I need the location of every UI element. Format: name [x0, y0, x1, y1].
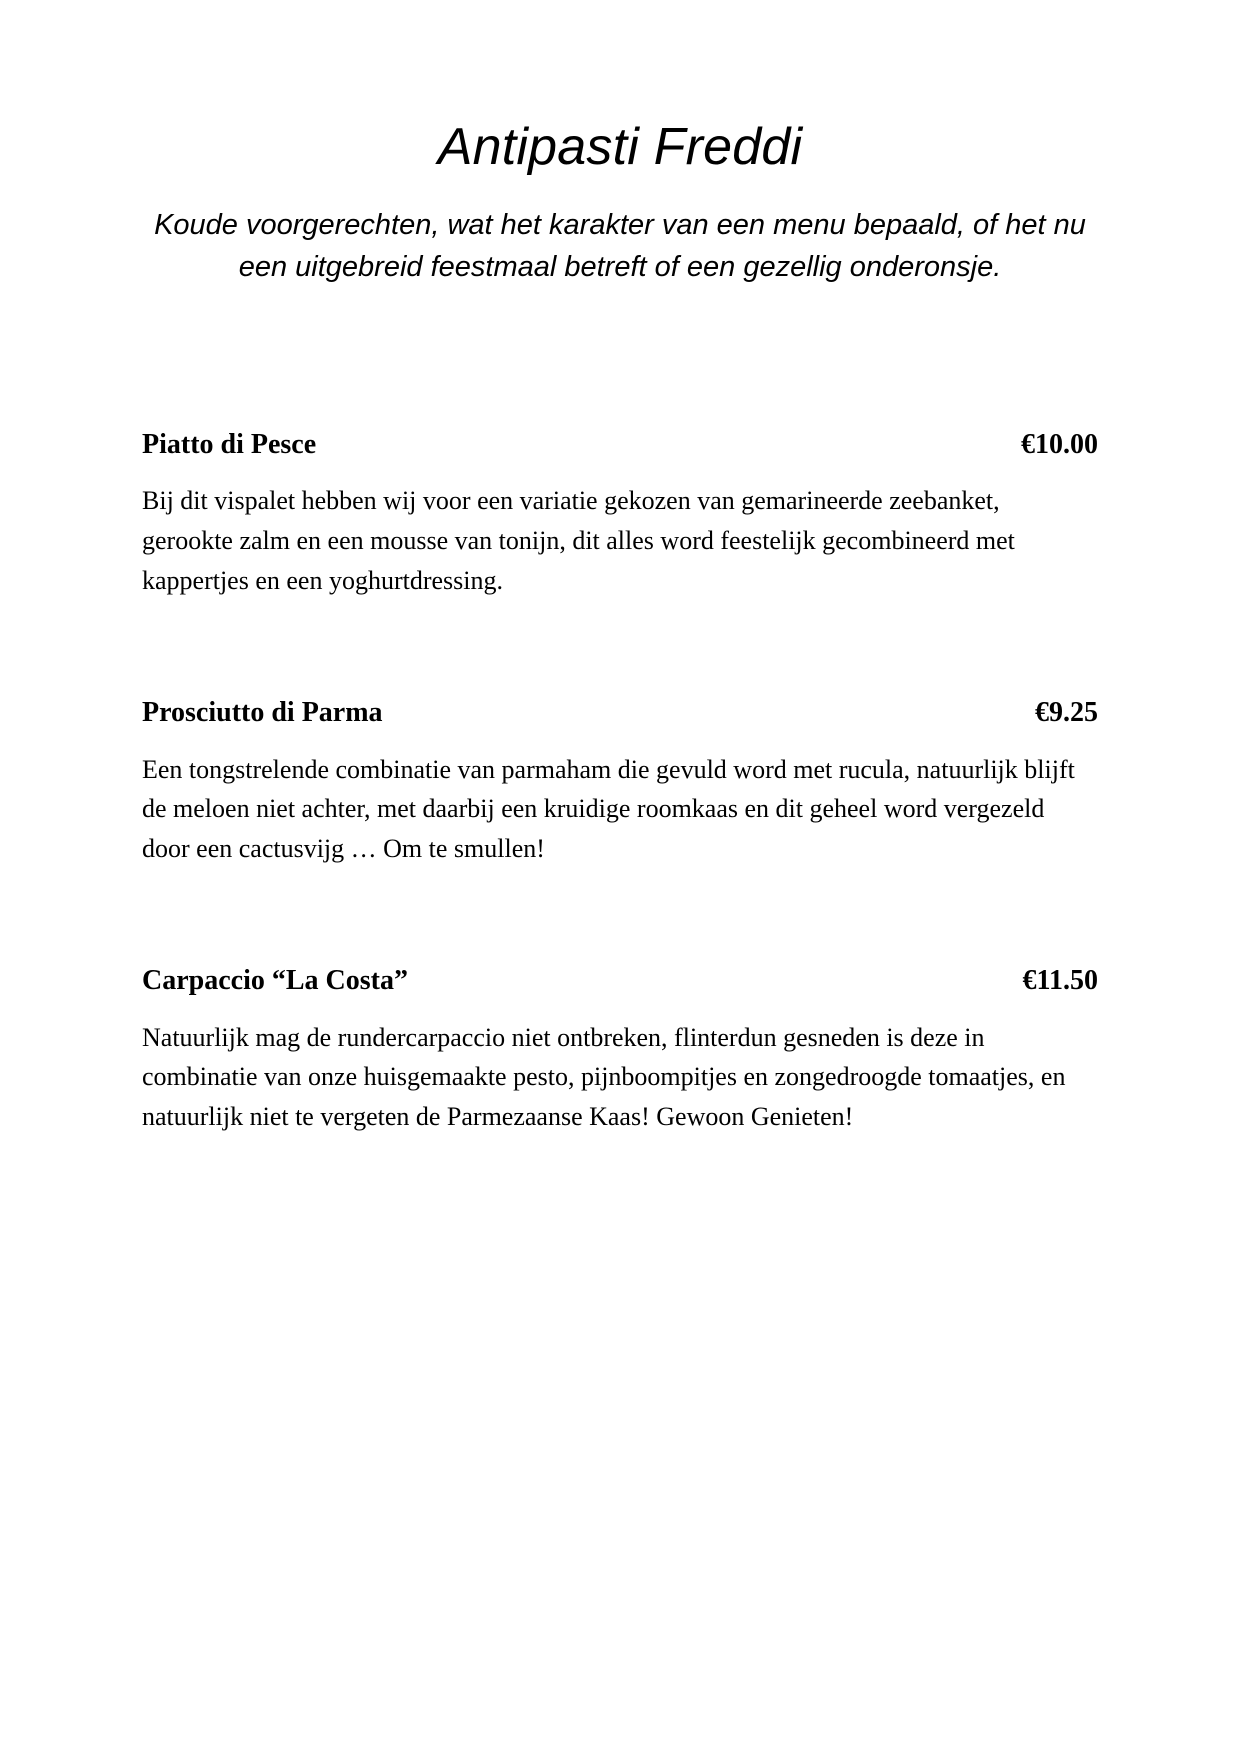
menu-item-description: Een tongstrelende combinatie van parmaham die gevuld word met rucula, natuurlijk blijft de meloen niet achter, met daarbij een kruidige roomkaas en dit geheel word vergezeld door een cactusvijg … Om te smullen! — [142, 754, 1075, 863]
menu-item-price: €10.00 — [1021, 428, 1098, 460]
menu-item-description: Natuurlijk mag de rundercarpaccio niet ontbreken, flinterdun gesneden is deze in combinatie van onze huisgemaakte pesto, pijnboompitjes en zongedroogde tomaatjes, en natuurlijk niet te vergeten de Parmezaanse Kaas! Gewoon Genieten! — [142, 1022, 1066, 1131]
menu-item-name: Prosciutto di Parma — [142, 697, 383, 729]
menu-item — [142, 428, 1098, 600]
menu-item-list — [142, 428, 1098, 1136]
menu-item-name: Carpaccio “La Costa” — [142, 965, 408, 997]
page-title: Antipasti Freddi — [437, 118, 803, 176]
menu-item — [142, 696, 1098, 868]
menu-item-header — [142, 696, 1098, 730]
menu-item-description: Bij dit vispalet hebben wij voor een variatie gekozen van gemarineerde zeebanket, gerookte zalm en een mousse van tonijn, dit alles word feestelijk gecombineerd met kappertjes en een yoghurtdressing. — [142, 486, 1015, 595]
menu-item-price: €11.50 — [1022, 965, 1098, 997]
menu-item-name: Piatto di Pesce — [142, 428, 317, 460]
menu-item-header — [142, 428, 1098, 462]
menu-item-header — [142, 964, 1098, 998]
menu-item-price: €9.25 — [1035, 697, 1098, 729]
page-subtitle: Koude voorgerechten, wat het karakter van een menu bepaald, of het nu een uitgebreid feestmaal betreft of een gezellig onderonsje. — [154, 208, 1086, 283]
menu-item — [142, 964, 1098, 1136]
